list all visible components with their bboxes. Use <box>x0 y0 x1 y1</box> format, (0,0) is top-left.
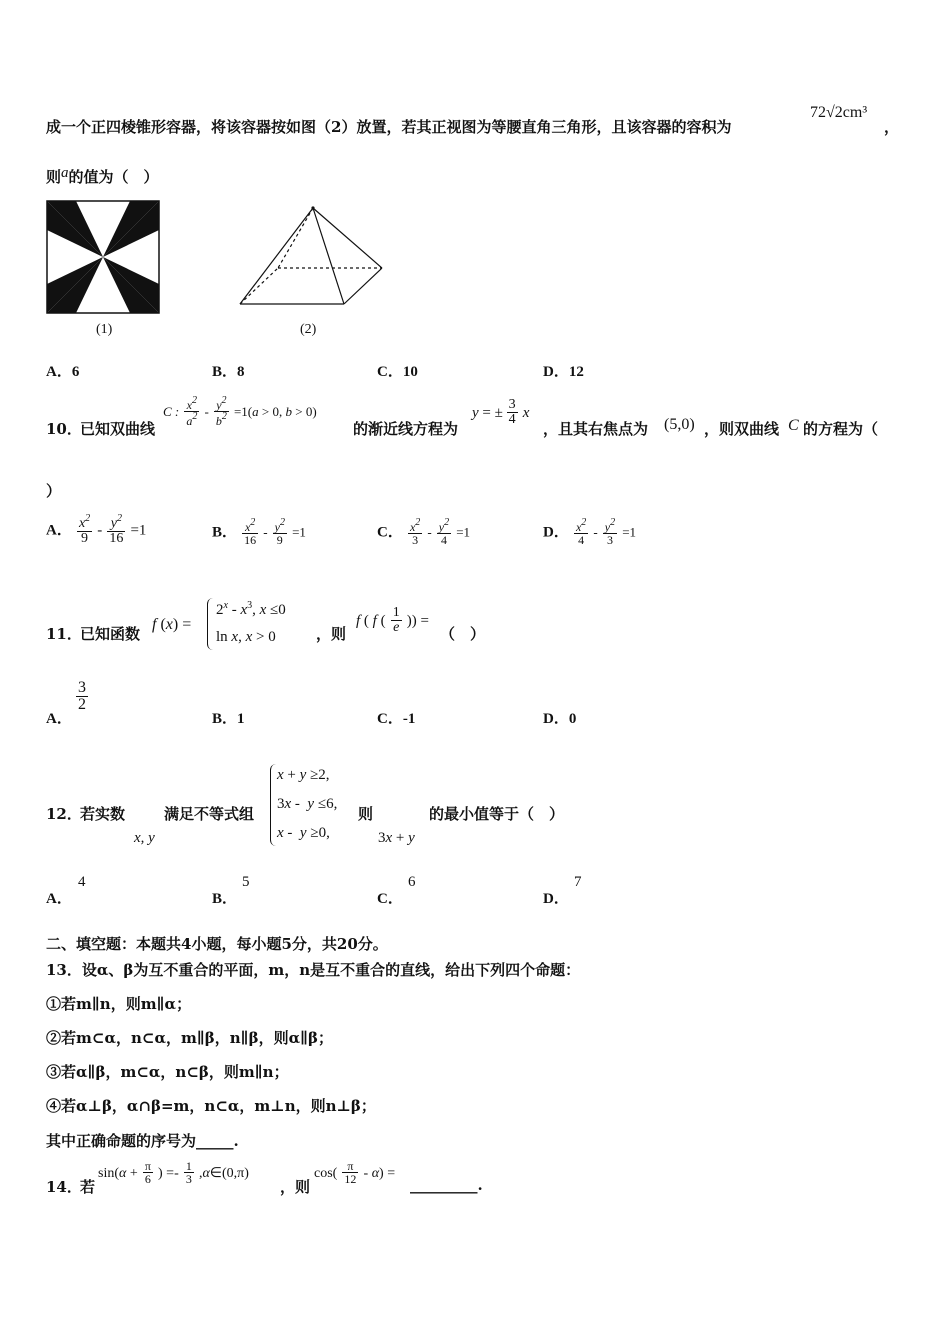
figure-1-caption: (1) <box>96 322 113 337</box>
q12-number: 12． <box>46 805 82 823</box>
q12-option-d-value: 7 <box>574 874 582 890</box>
q9-option-d: D．12 <box>543 364 584 380</box>
figure-2-pyramid <box>236 200 388 310</box>
q10-curve-equation: C : $\frac{x^2}{a^2}$ - $\frac{y^2}{b^2}$ =1(a > 0, b > 0) <box>163 395 317 428</box>
q14-blank: _________. <box>410 1176 483 1194</box>
q14-number: 14． <box>46 1178 82 1196</box>
q11-text1: 已知函数 <box>80 625 141 643</box>
q10-text4: ，则双曲线 <box>704 420 780 438</box>
q11-text2: ，则 <box>316 625 347 643</box>
q14-text1: 若 <box>80 1178 96 1196</box>
q12-option-a-label: A． <box>46 891 72 907</box>
q10-option-a: A． $\frac{x^2}{9}$ - $\frac{y^2}{16}$ =1 <box>46 513 147 546</box>
q10-text5: 的方程为（ <box>803 420 879 438</box>
q10-option-d: D． $\frac{x^2}{4}$ - $\frac{y^2}{3}$ =1 <box>543 517 637 547</box>
q12-text3: 则 <box>358 805 374 823</box>
figure-1-pinwheel <box>46 200 162 316</box>
q11-expr: f ( f ( $\frac{1}{e}$ )) = <box>356 605 429 635</box>
q12-text4: 的最小值等于（ ） <box>429 805 565 823</box>
q14-text2: ，则 <box>280 1178 311 1196</box>
figure-2-caption: (2) <box>300 322 317 337</box>
q10-close: ） <box>46 482 62 500</box>
q12-option-c-label: C． <box>377 891 403 907</box>
q11-option-d: D．0 <box>543 711 577 727</box>
q11-option-b: B．1 <box>212 711 245 727</box>
q12-target: 3x + y <box>378 830 415 846</box>
q13-stem: 13．设α、β为互不重合的平面，m，n是互不重合的直线，给出下列四个命题： <box>46 961 581 979</box>
q12-text1: 若实数 <box>80 805 126 823</box>
q10-text2: 的渐近线方程为 <box>353 420 459 438</box>
q13-proposition-4: ④若α⊥β，α∩β=m，n⊂α，m⊥n，则n⊥β； <box>46 1097 376 1115</box>
q9-option-b: B．8 <box>212 364 245 380</box>
q11-func-lhs: f (x) = <box>152 616 192 633</box>
q12-vars: x, y <box>134 830 155 846</box>
q11-case2: ln x, x > 0 <box>216 629 276 645</box>
q9-option-c: C．10 <box>377 364 418 380</box>
q10-focus: (5,0) <box>664 416 695 433</box>
q13-proposition-2: ②若m⊂α，n⊂α，m∥β，n∥β，则α∥β； <box>46 1029 334 1047</box>
q12-cond2: 3x - y ≤6, <box>277 796 338 812</box>
q10-text1: 已知双曲线 <box>80 420 156 438</box>
q9-line2: 则a的值为（ ） <box>46 165 159 186</box>
q9-option-a: A．6 <box>46 364 80 380</box>
q13-proposition-1: ①若m∥n，则m∥α； <box>46 995 192 1013</box>
q12-brace <box>270 764 277 846</box>
q10-option-b: B． $\frac{x^2}{16}$ - $\frac{y^2}{9}$ =1 <box>212 517 306 547</box>
q10-var-c: C <box>788 417 799 434</box>
q12-option-c-value: 6 <box>408 874 416 890</box>
q11-brace <box>207 598 214 650</box>
q12-option-a-value: 4 <box>78 874 86 890</box>
q10-asymptote: y = ± $\frac{3}{4}$ x <box>472 397 530 427</box>
q14-expression: cos( $\frac{\pi}{12}$ - α) = <box>314 1159 396 1186</box>
q11-option-a-label: A． <box>46 711 72 727</box>
q10-text3: ，且其右焦点为 <box>543 420 649 438</box>
q12-option-b-value: 5 <box>242 874 250 890</box>
q14-condition: sin(α + $\frac{\pi}{6}$ ) =- $\frac{1}{3}$ ,α∈(0,π) <box>98 1159 249 1186</box>
q11-option-c: C．-1 <box>377 711 416 727</box>
q11-number: 11． <box>46 625 82 643</box>
q12-cond3: x - y ≥0, <box>277 825 330 841</box>
q10-option-c: C． $\frac{x^2}{3}$ - $\frac{y^2}{4}$ =1 <box>377 517 471 547</box>
q10-number: 10． <box>46 420 82 438</box>
q11-text3: （ ） <box>440 625 486 643</box>
q12-text2: 满足不等式组 <box>164 805 255 823</box>
section-heading: 二、填空题：本题共4小题，每小题5分，共20分。 <box>46 935 388 953</box>
q13-question: 其中正确命题的序号为_____. <box>46 1132 239 1150</box>
q13-proposition-3: ③若α∥β，m⊂α，n⊂β，则m∥n； <box>46 1063 289 1081</box>
q9-volume: 72√2cm³ <box>810 104 868 121</box>
q12-option-d-label: D． <box>543 891 569 907</box>
q11-option-a-value: $\frac{3}{2}$ <box>78 679 86 713</box>
q9-line1-end: ， <box>884 118 900 136</box>
q12-cond1: x + y ≥2, <box>277 767 330 783</box>
q11-case1: $2^x - x^3$, x ≤0 <box>216 600 286 618</box>
q12-option-b-label: B． <box>212 891 238 907</box>
q9-line1: 成一个正四棱锥形容器，将该容器按如图（2）放置，若其正视图为等腰直角三角形，且该容器的容积为 <box>46 118 732 136</box>
